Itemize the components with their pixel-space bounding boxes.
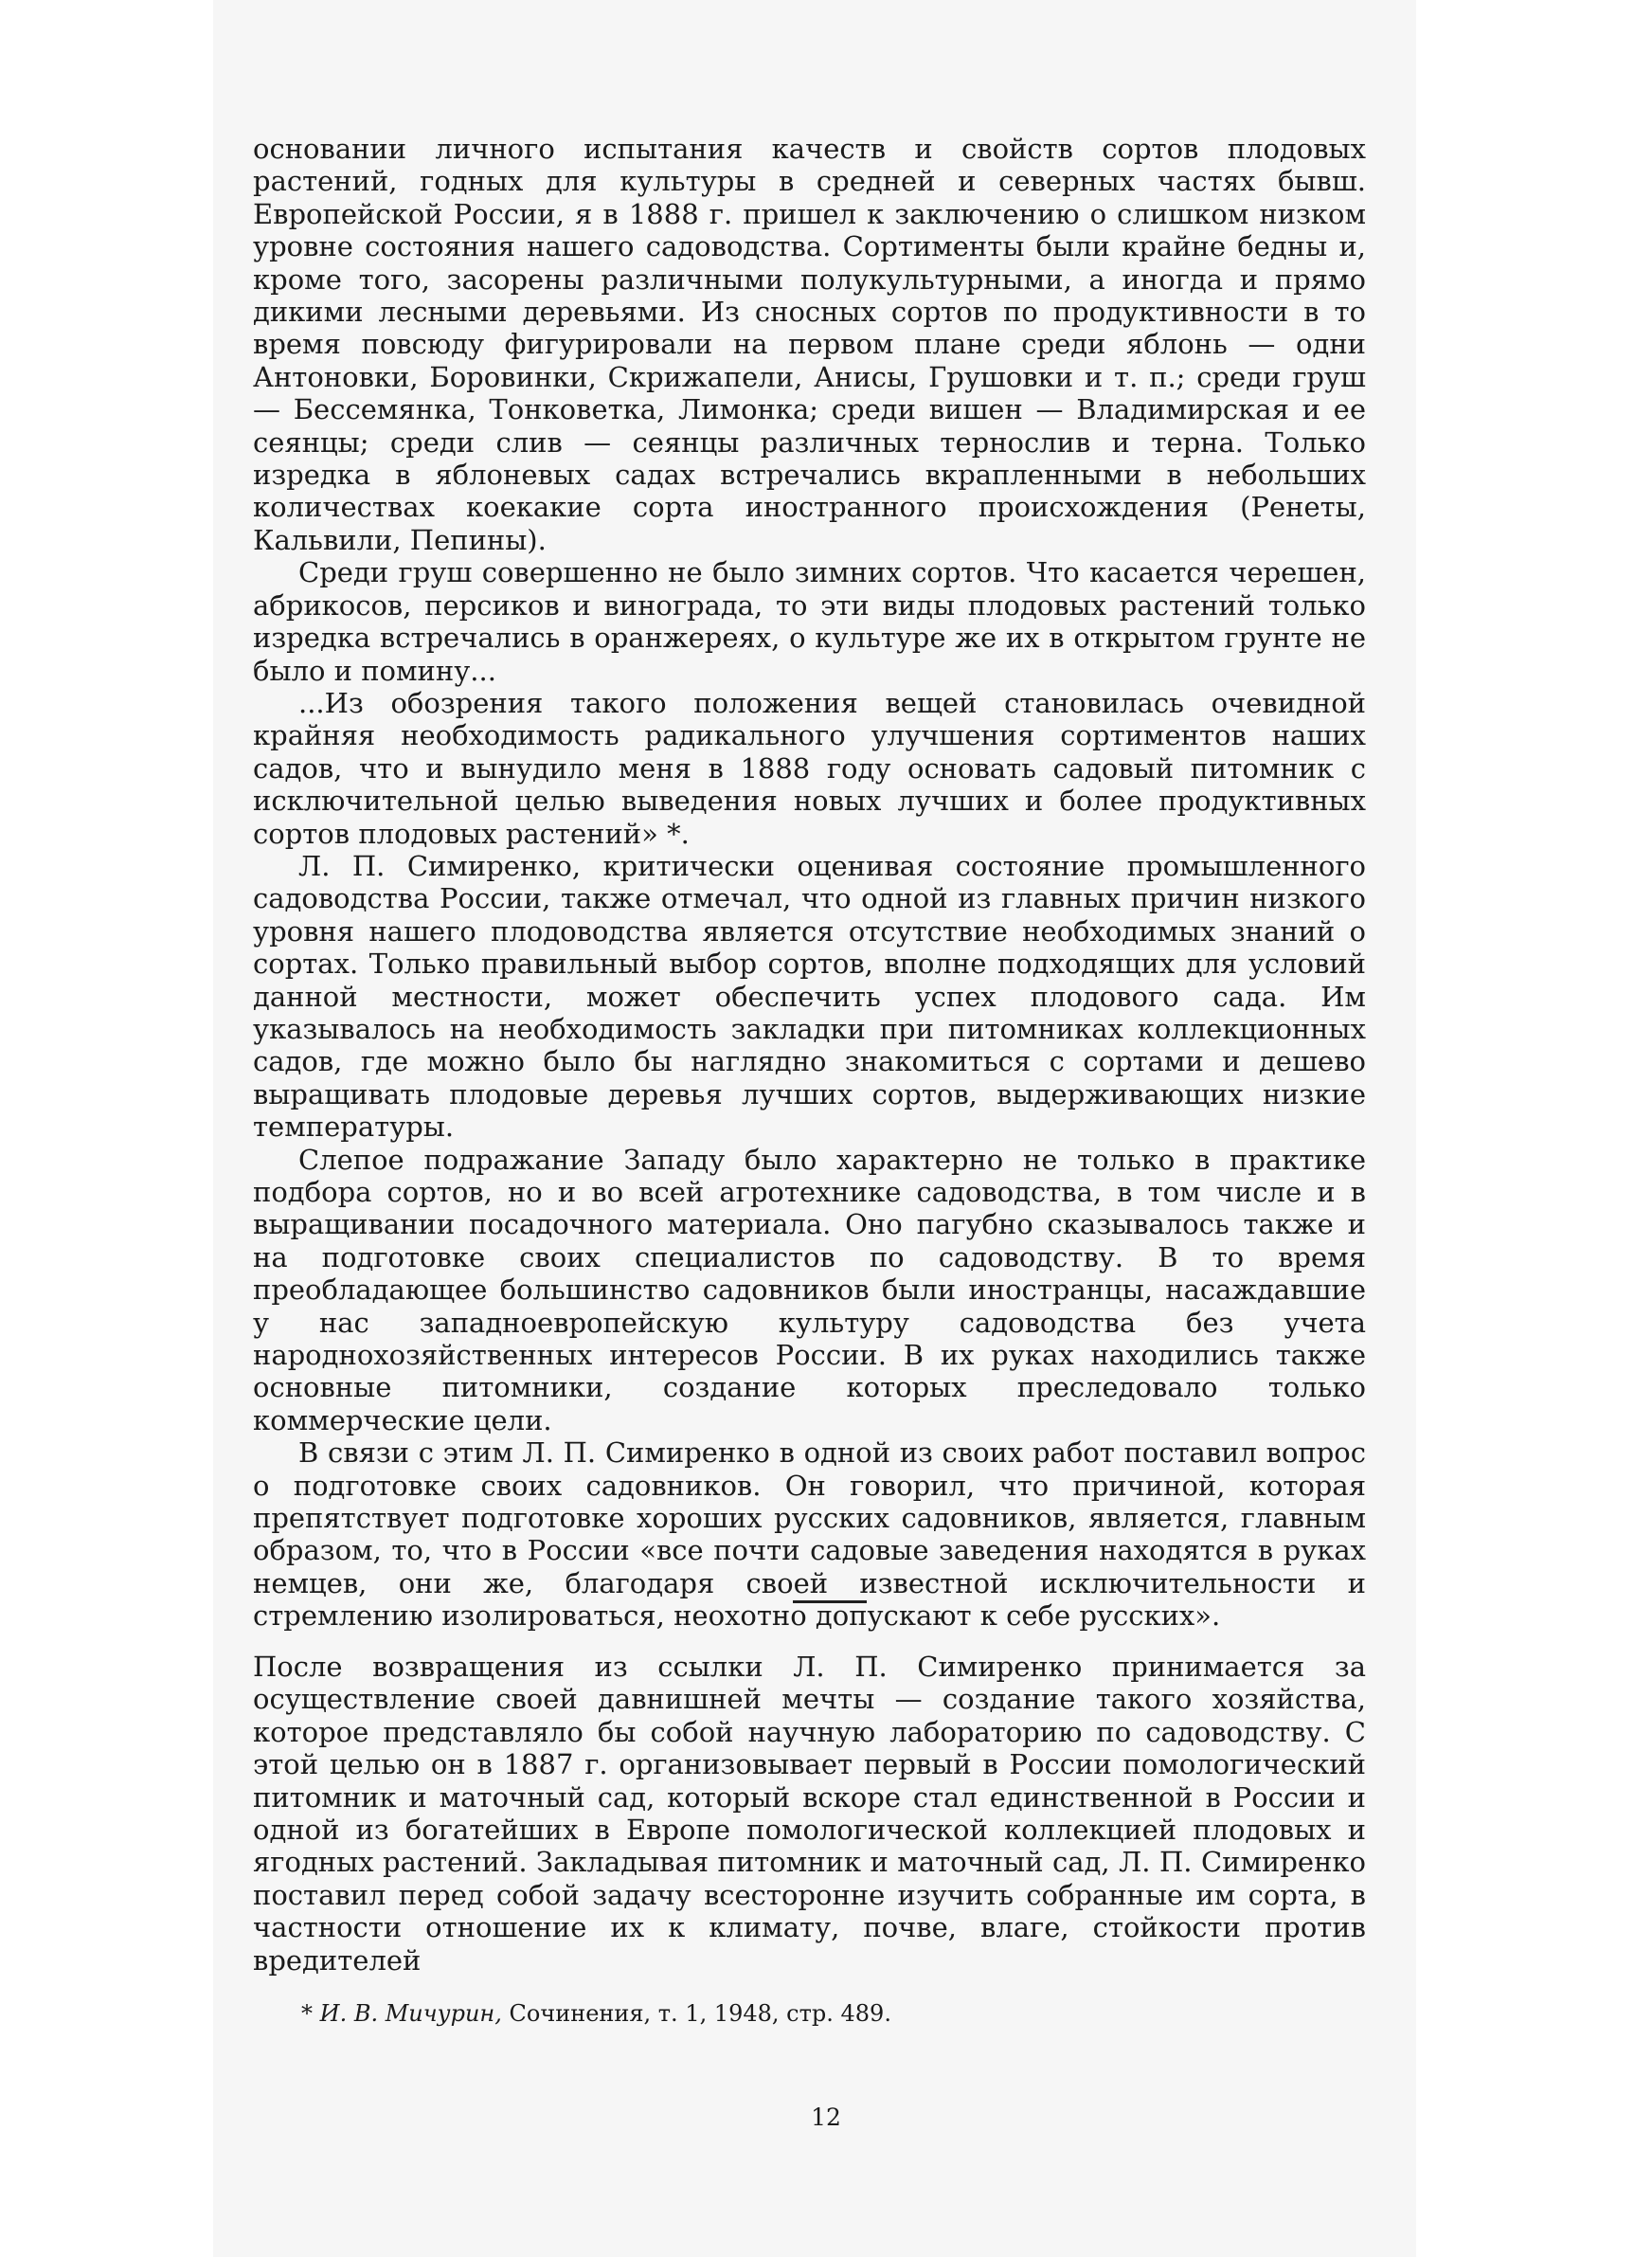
- footnote-text: Сочинения, т. 1, 1948, стр. 489.: [509, 2000, 891, 2027]
- paragraph-after-exile: После возвращения из ссылки Л. П. Симиренко принимается за осуществление своей давнишней мечты — создание такого хозяйства, которое представляло бы собой научную лабораторию по садоводству. С этой целью он в 1887 г. организовывает первый в России помологический питомник и маточный сад, который вскоре стал единственной в России и одной из богатейших в Европе помологической коллекцией плодовых и ягодных растений. Закладывая питомник и маточный сад, Л. П. Симиренко поставил перед собой задачу всесторонне изучить собранные им сорта, в частности отношение их к климату, почве, влаге, стойкости против вредителей: [253, 1651, 1366, 1977]
- quoted-text-block: [253, 133, 1366, 1633]
- paragraph-quote-3: ...Из обозрения такого положения вещей становилась очевидной крайняя необходимость радикального улучшения сортиментов наших садов, что и вынудило меня в 1888 году основать садовый питомник с исключительной целью выведения новых лучших и более продуктивных сортов плодовых растений» *.: [253, 686, 1366, 850]
- paragraph-gardener-training: В связи с этим Л. П. Симиренко в одной из своих работ поставил вопрос о подготовке своих садовников. Он говорил, что причиной, которая препятствует подготовке хороших русских садовников, является, главным образом, то, что в России «все почти садовые заведения находятся в руках немцев, они же, благодаря своей известной исключительности и стремлению изолироваться, неохотно допускают к себе русских».: [253, 1436, 1366, 1633]
- section-divider: [793, 1600, 867, 1603]
- main-text-block: [253, 1651, 1366, 1977]
- paragraph-quote-2: Среди груш совершенно не было зимних сортов. Что касается черешен, абрикосов, персиков и винограда, то эти виды плодовых растений только изредка встречались в оранжереях, о культуре же их в открытом грунте не было и помину...: [253, 556, 1366, 687]
- paragraph-west-imitation: Слепое подражание Западу было характерно не только в практике подбора сортов, но и во всей агротехнике садоводства, в том числе и в выращивании посадочного материала. Оно пагубно сказывалось также и на подготовке своих специалистов по садоводству. В то время преобладающее большинство садовников были иностранцы, насаждавшие у нас западноевропейскую культуру садоводства без учета народнохозяйственных интересов России. В их руках находились также основные питомники, создание которых преследовало только коммерческие цели.: [253, 1143, 1366, 1436]
- footnote-marker: *: [301, 2000, 313, 2027]
- footnote-author: И. В. Мичурин,: [319, 2000, 502, 2027]
- paragraph-simirenko-assessment: Л. П. Симиренко, критически оценивая состояние промышленного садоводства России, также отмечал, что одной из главных причин низкого уровня нашего плодоводства является отсутствие необходимых знаний о сортах. Только правильный выбор сортов, вполне подходящих для условий данной местности, может обеспечить успех плодового сада. Им указывалось на необходимость закладки при питомниках коллекционных садов, где можно было бы наглядно знакомиться с сортами и дешево выращивать плодовые деревья лучших сортов, выдерживающих низкие температуры.: [253, 849, 1366, 1144]
- footnote: [301, 1999, 1343, 2028]
- paragraph-quote-1: основании личного испытания качеств и свойств сортов плодовых растений, годных для культуры в средней и северных частях бывш. Европейской России, я в 1888 г. пришел к заключению о слишком низком уровне состояния нашего садоводства. Сортименты были крайне бедны и, кроме того, засорены различными полукультурными, а иногда и прямо дикими лесными деревьями. Из сносных сортов по продуктивности в то время повсюду фигурировали на первом плане среди яблонь — одни Антоновки, Боровинки, Скрижапели, Анисы, Грушовки и т. п.; среди груш — Бессемянка, Тонковетка, Лимонка; среди вишен — Владимирская и ее сеянцы; среди слив — сеянцы различных тернослив и терна. Только изредка в яблоневых садах встречались вкрапленными в небольших количествах коекакие сорта иностранного происхождения (Ренеты, Кальвили, Пепины).: [253, 133, 1366, 556]
- page-number: 12: [811, 2104, 841, 2131]
